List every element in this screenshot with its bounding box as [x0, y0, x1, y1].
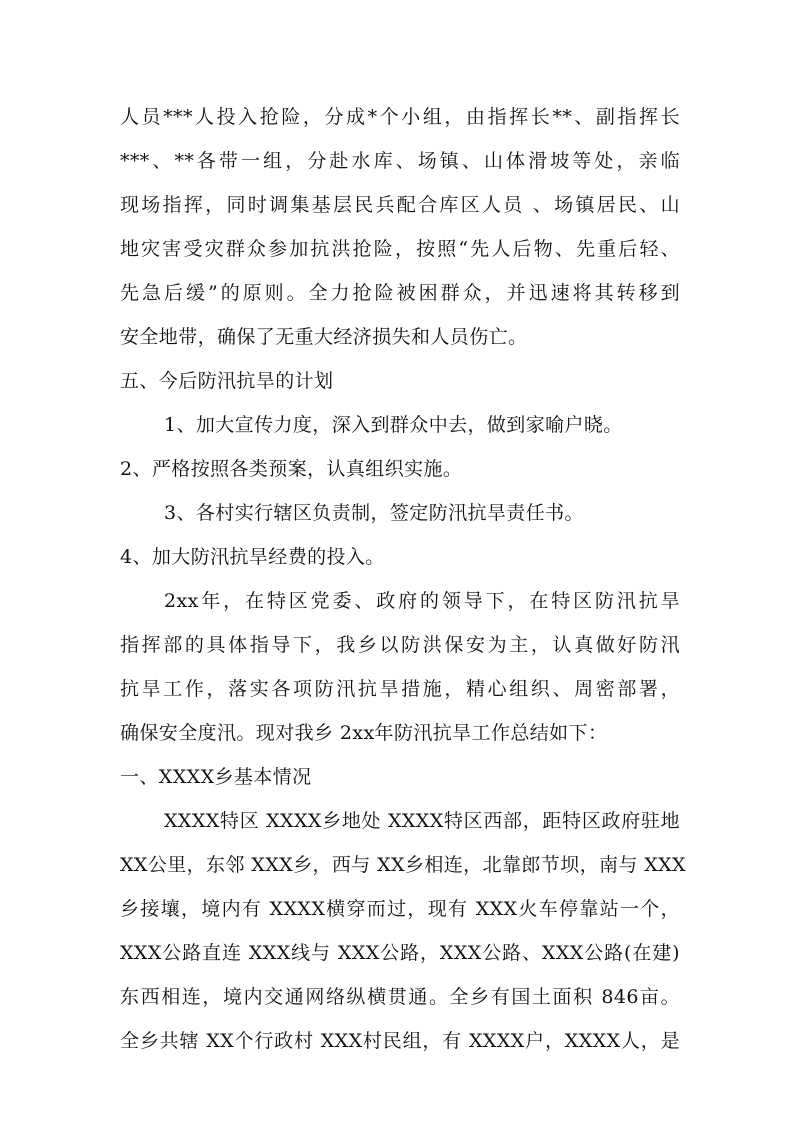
section-heading: 五、今后防汛抗旱的计划 [120, 370, 334, 392]
paragraph-line: 乡接壤，境内有 XXXX横穿而过，现有 XXX火车停靠站一个， [120, 898, 680, 920]
document-body [120, 95, 686, 1063]
plan-item-1: 1、加大宣传力度，深入到群众中去，做到家喻户晓。 [164, 414, 623, 436]
paragraph-line: 地灾害受灾群众参加抗洪抢险，按照“先人后物、先重后轻、 [120, 238, 680, 260]
paragraph-line: 安全地带，确保了无重大经济损失和人员伤亡。 [120, 326, 528, 348]
paragraph-line: 指挥部的具体指导下，我乡以防洪保安为主，认真做好防汛 [120, 634, 680, 656]
paragraph-line: 抗旱工作，落实各项防汛抗旱措施，精心组织、周密部署， [120, 678, 680, 700]
paragraph-line: XX公里，东邻 XXX乡，西与 XX乡相连，北靠郎节坝，南与 XXX [120, 854, 686, 876]
plan-item-4: 4、加大防汛抗旱经费的投入。 [120, 546, 385, 568]
paragraph-line: 先急后缓”的原则。全力抢险被困群众，并迅速将其转移到 [120, 282, 680, 304]
plan-item-2: 2、严格按照各类预案，认真组织实施。 [120, 458, 463, 480]
paragraph-line: 东西相连，境内交通网络纵横贯通。全乡有国土面积 846亩。 [120, 986, 680, 1008]
paragraph-line: 确保安全度汛。现对我乡 2xx年防汛抗旱工作总结如下： [120, 722, 608, 744]
paragraph-line: 全乡共辖 XX个行政村 XXX村民组，有 XXXX户，XXXX人，是 [120, 1030, 680, 1052]
paragraph-line: 2xx年，在特区党委、政府的领导下，在特区防汛抗旱 [164, 590, 680, 612]
plan-item-3: 3、各村实行辖区负责制，签定防汛抗旱责任书。 [164, 502, 584, 524]
paragraph-line: 现场指挥，同时调集基层民兵配合库区人员 、场镇居民、山 [120, 194, 680, 216]
paragraph-line: XXX公路直连 XXX线与 XXX公路，XXX公路、XXX公路(在建) [120, 942, 680, 964]
paragraph-line: 人员***人投入抢险，分成*个小组，由指挥长**、副指挥长 [120, 106, 680, 128]
paragraph-line: ***、**各带一组，分赴水库、场镇、山体滑坡等处，亲临 [120, 150, 680, 172]
paragraph-line: XXXX特区 XXXX乡地处 XXXX特区西部，距特区政府驻地 [164, 810, 680, 832]
section-heading: 一、XXXX乡基本情况 [120, 766, 312, 788]
